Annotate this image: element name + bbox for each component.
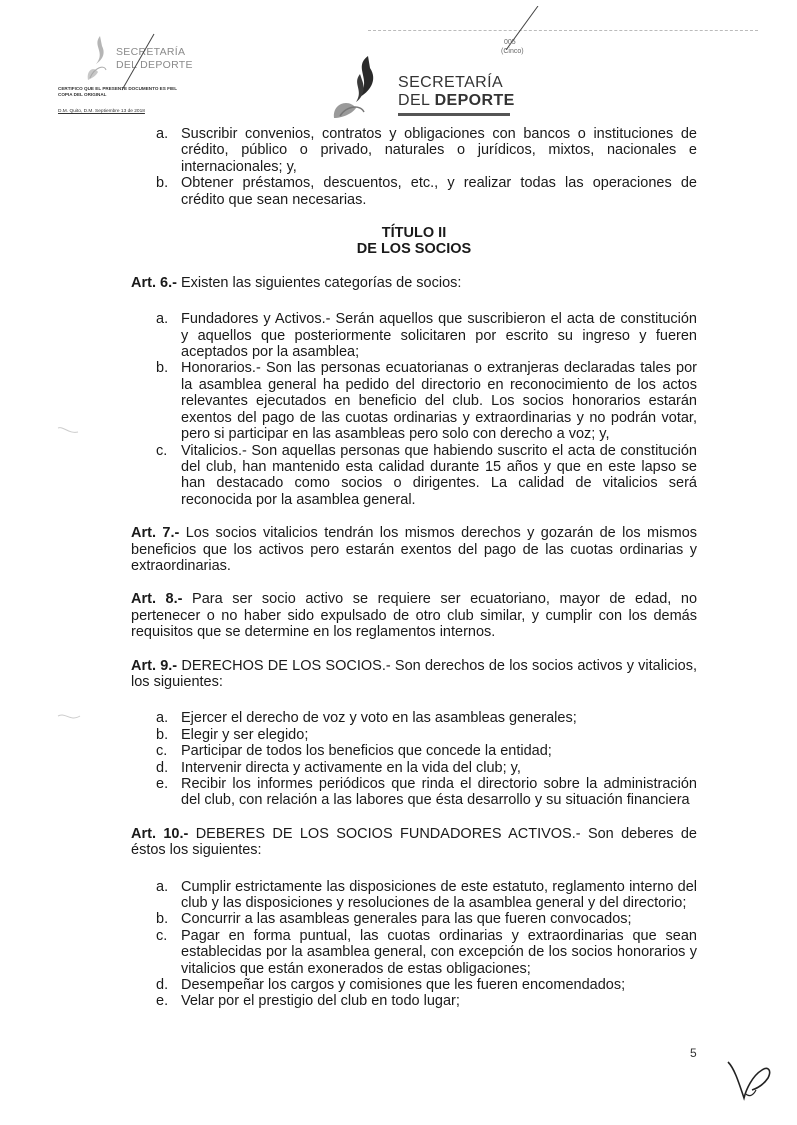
folio-number-words: (Cinco) xyxy=(501,48,524,55)
list-item-letter: a. xyxy=(156,878,169,895)
stamp-title-line2: DEL DEPORTE xyxy=(116,59,193,71)
list-item-letter: b. xyxy=(156,911,169,928)
logo-title-prefix: DEL xyxy=(398,92,435,109)
article-label: Art. 8.- xyxy=(131,591,183,608)
list-item-letter: b. xyxy=(156,726,169,743)
list-item-text: Ejercer el derecho de voz y voto en las asambleas generales; xyxy=(181,710,577,727)
intro-list xyxy=(131,126,697,208)
list-item xyxy=(131,443,697,509)
list-item-letter: e. xyxy=(156,776,169,792)
list-item xyxy=(131,879,697,912)
certification-stamp xyxy=(58,30,198,122)
article-7 xyxy=(131,525,697,574)
list-item xyxy=(131,710,697,726)
list-item-letter: c. xyxy=(156,442,168,459)
list-item xyxy=(131,360,697,442)
list-item-letter: c. xyxy=(156,927,168,944)
article-text: Para ser socio activo se requiere ser ecuatoriano, mayor de edad, no pertenecer o no haber sido expulsado de otro club similar, y cumplir con los demás requisitos que se determine en los reglamentos internos. xyxy=(131,591,698,641)
list-item xyxy=(131,743,697,759)
list-item-text: Honorarios.- Son las personas ecuatorianas o extranjeras declaradas tales por la asamblea general ha pedido del directorio en reconocimiento de los actos relevantes ejecutados en beneficio del club. Los socios honorarios estarán exentos del pago de las cuotas ordinarias y extraordinarias y no podrán votar, pero si participar en las asambleas pero solo con derecho a voz; y, xyxy=(181,360,697,443)
list-item-letter: b. xyxy=(156,360,169,377)
article-text: DEBERES DE LOS SOCIOS FUNDADORES ACTIVOS.- Son deberes de éstos los siguientes: xyxy=(131,825,697,859)
list-item-text: Cumplir estrictamente las disposiciones de este estatuto, reglamento interno del club y las disposiciones y resoluciones de la asamblea general y del directorio; xyxy=(181,878,697,912)
folio-number: 005 xyxy=(504,39,516,46)
list-item-text: Pagar en forma puntual, las cuotas ordinarias y extraordinarias que sean establecidas por la asamblea general, con excepción de los socios honorarios y vitalicios que están exonerados de estas obligaciones; xyxy=(181,927,697,977)
list-item xyxy=(131,311,697,360)
article-6 xyxy=(131,275,697,291)
list-item xyxy=(131,911,697,927)
secretaria-deporte-logo-icon xyxy=(84,34,114,82)
section-title-line1: TÍTULO II xyxy=(381,225,447,242)
article-label: Art. 10.- xyxy=(131,825,189,842)
list-item xyxy=(131,727,697,743)
header-dashed-line xyxy=(368,30,758,31)
document-body xyxy=(131,126,697,1010)
list-item xyxy=(131,776,697,809)
list-item xyxy=(131,126,697,175)
list-item-letter: c. xyxy=(156,743,168,760)
list-item-text: Obtener préstamos, descuentos, etc., y realizar todas las operaciones de crédito que sean necesarias. xyxy=(181,175,697,208)
stamp-title-line1: SECRETARÍA xyxy=(116,46,186,58)
article-text: Los socios vitalicios tendrán los mismos derechos y gozarán de los mismos beneficios que los activos pero estarán exentos del pago de las cuotas ordinarias y extraordinarias. xyxy=(131,525,698,574)
list-item-letter: a. xyxy=(156,311,169,328)
list-item-letter: a. xyxy=(156,710,169,727)
article-10-list xyxy=(131,879,697,1010)
article-text: DERECHOS DE LOS SOCIOS.- Son derechos de los socios activos y vitalicios, los siguientes: xyxy=(131,657,697,690)
stamp-signature-stroke-icon xyxy=(118,32,158,92)
list-item-text: Intervenir directa y activamente en la vida del club; y, xyxy=(181,759,521,776)
page-number: 5 xyxy=(690,1046,697,1060)
list-item-letter: e. xyxy=(156,993,169,1010)
article-9 xyxy=(131,658,697,691)
list-item-text: Elegir y ser elegido; xyxy=(181,726,309,743)
list-item-text: Participar de todos los beneficios que concede la entidad; xyxy=(181,743,552,760)
stamp-date: D.M. Quito, D.M. Septiembre 13 de 2018 xyxy=(58,109,145,114)
list-item-text: Concurrir a las asambleas generales para las que fueren convocados; xyxy=(181,911,632,928)
logo-title-line1: SECRETARÍA xyxy=(398,74,504,91)
logo-title-bold: DEPORTE xyxy=(434,92,515,109)
list-item-letter: d. xyxy=(156,977,169,994)
list-item-text: Recibir los informes periódicos que rinda el directorio sobre la administración del club, con relación a las labores que ésta desarrollo y su situación financiera xyxy=(181,776,697,809)
list-item-text: Velar por el prestigio del club en todo lugar; xyxy=(181,993,460,1010)
section-title-line2: DE LOS SOCIOS xyxy=(356,241,472,258)
article-8 xyxy=(131,591,697,640)
logo-title-line2 xyxy=(398,92,515,110)
article-6-list xyxy=(131,311,697,508)
logo-underline-bar xyxy=(398,113,510,116)
list-item-text: Desempeñar los cargos y comisiones que les fueren encomendados; xyxy=(181,977,626,994)
article-9-list xyxy=(131,710,697,808)
list-item-text: Suscribir convenios, contratos y obligaciones con bancos o instituciones de crédito, público o privado, naturales o jurídicos, mixtos, nacionales e internacionales; y, xyxy=(181,126,697,175)
list-item xyxy=(131,175,697,208)
list-item-text: Vitalicios.- Son aquellas personas que habiendo suscrito el acta de constitución del club, han mantenido esta calidad durante 15 años y que en este lapso se han destacado como socios o dirigentes. La calidad de vitalicios será reconocida por la asamblea general. xyxy=(181,442,697,508)
list-item xyxy=(131,977,697,993)
margin-scan-mark-icon xyxy=(56,424,82,438)
list-item xyxy=(131,993,697,1009)
list-item-text: Fundadores y Activos.- Serán aquellos que suscribieron el acta de constitución y aquellos que posteriormente solicitaren por escrito su ingreso y fueren aceptados por la asamblea; xyxy=(181,311,697,361)
list-item-letter: b. xyxy=(156,175,169,192)
handwritten-initials-icon xyxy=(724,1054,776,1108)
article-10 xyxy=(131,826,697,859)
stamp-certification-text: CERTIFICO QUE EL PRESENTE DOCUMENTO ES FIEL COPIA DEL ORIGINAL xyxy=(58,86,177,97)
secretaria-logo-mark-icon xyxy=(330,54,386,122)
article-label: Art. 7.- xyxy=(131,525,180,542)
list-item xyxy=(131,760,697,776)
list-item-letter: d. xyxy=(156,759,169,776)
margin-scan-mark-icon xyxy=(56,710,82,724)
article-text: Existen las siguientes categorías de socios: xyxy=(176,274,462,291)
article-label: Art. 9.- xyxy=(131,657,178,674)
article-label: Art. 6.- xyxy=(131,274,177,291)
list-item xyxy=(131,928,697,977)
list-item-letter: a. xyxy=(156,126,169,142)
